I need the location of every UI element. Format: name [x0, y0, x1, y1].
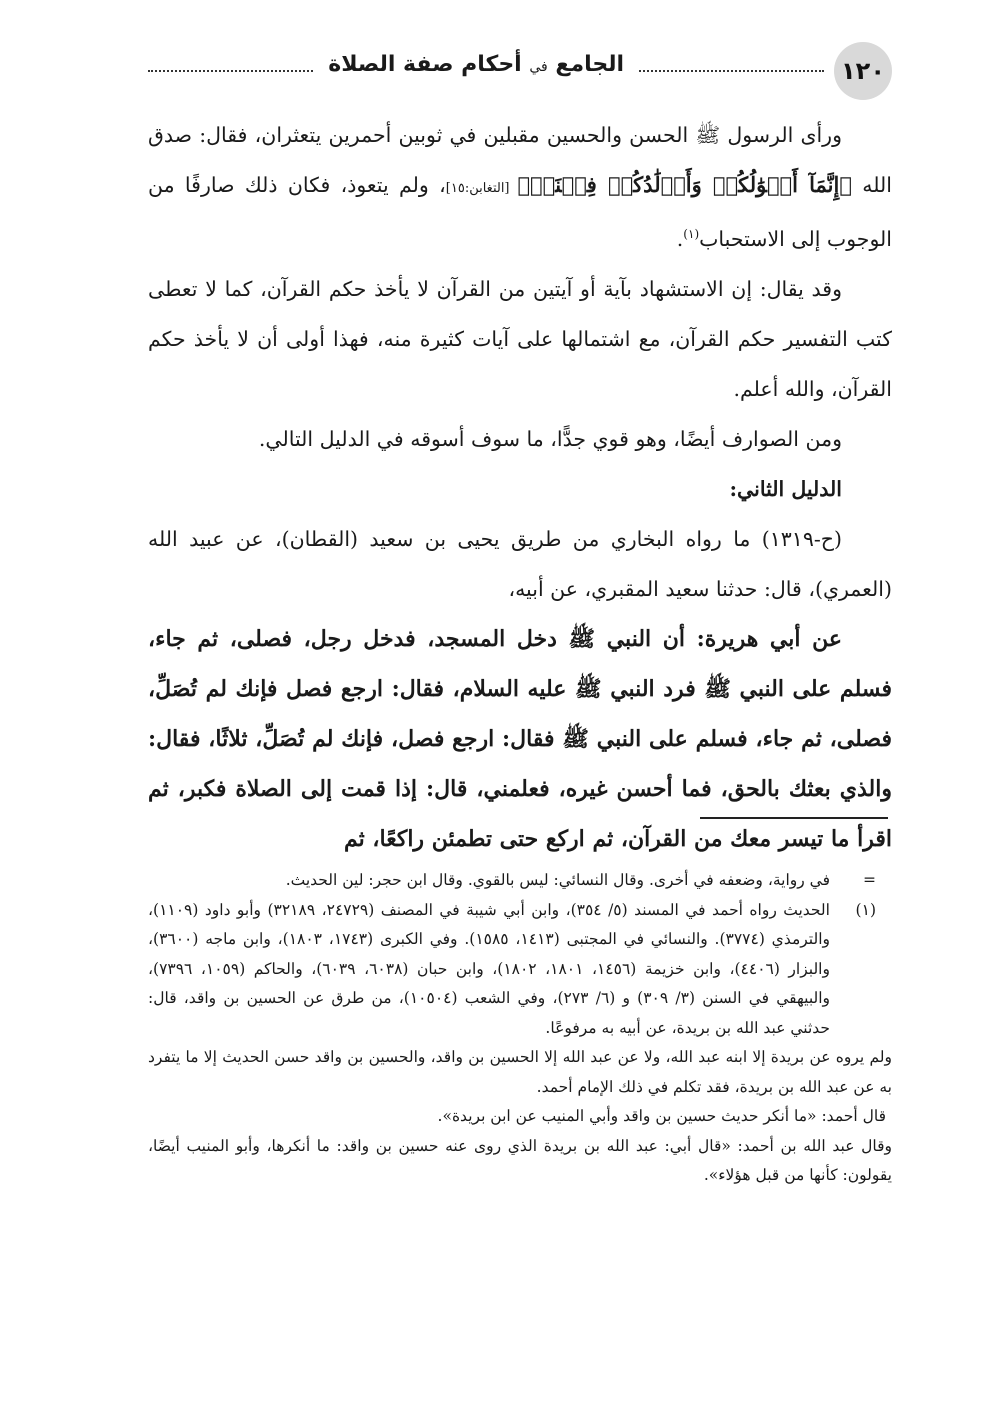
footnote-1-text: الحديث رواه أحمد في المسند (٥/ ٣٥٤)، وابن أبي شيبة في المصنف (٢٤٧٢٩، ٣٢١٨٩) وأبو داود (١١٠٩)، والترمذي (٣٧٧٤). والنسائي في المجتبى (١٤١٣، ١٥٨٥). وفي الكبرى (١٧٤٣، ١٨٠٣)، وابن ماجه (٣٦٠٠)، والبزار (٤٤٠٦)، وابن خزيمة (١٤٥٦، ١٨٠١، ١٨٠٢)، وابن حبان (٦٠٣٨، ٦٠٣٩)، والحاكم (١٠٥٩، ٧٣٩٦)، والبيهقي في السنن (٣/ ٣٠٩) و (٦/ ٢٧٣)، وفي الشعب (١٠٥٠٤)، من طرق عن الحسين بن واقد، قال: حدثني عبد الله بن بريدة، عن أبيه به مرفوعًا. [148, 900, 831, 1037]
footnote-note-2: ولم يروه عن بريدة إلا ابنه عبد الله، ولا عن عبد الله إلا الحسين بن واقد، والحسين بن واقد حسن الحديث إلا ما يتفرد به عن عبد الله بن بريدة، فقد تكلم في ذلك الإمام أحمد. [148, 1048, 892, 1096]
p1-end: . [676, 227, 684, 251]
footnote-1-mark: (١) [855, 900, 876, 919]
footnotes [148, 866, 892, 1191]
hadith-text: عن أبي هريرة: أن النبي ﷺ دخل المسجد، فدخل رجل، فصلى، ثم جاء، فسلم على النبي ﷺ فرد النبي ﷺ عليه السلام، فقال: ارجع فصل فإنك لم تُصَلِّ، فصلى، ثم جاء، فسلم على النبي ﷺ فقال: ارجع فصل، فإنك لم تُصَلِّ، ثلاثًا، فقال: والذي بعثك بالحق، فما أحسن غيره، فعلمني، قال: إذا قمت إلى الصلاة فكبر، ثم اقرأ ما تيسر معك من القرآن، ثم اركع حتى تطمئن راكعًا، ثم [148, 626, 892, 852]
running-title [314, 52, 638, 77]
p1-text-a: ورأى الرسول ﷺ الحسن والحسين مقبلين في ثوبين أحمرين يتعثران، فقال: صدق الله [148, 123, 892, 197]
continuation-text: في رواية، وضعفه في أخرى. وقال النسائي: ليس بالقوي. وقال ابن حجر: لين الحديث. [285, 871, 830, 889]
p1-text-b: ، ولم يتعوذ، فكان ذلك صارفًا من الوجوب إلى الاستحباب [148, 173, 892, 251]
paragraph-3: ومن الصوارف أيضًا، وهو قوي جدًّا، ما سوف أسوقه في الدليل التالي. [258, 427, 842, 451]
title-part-1: الجامع [547, 52, 624, 77]
footnote-note-3: قال أحمد: «ما أنكر حديث حسين بن واقد وأبي المنيب عن ابن بريدة». [437, 1107, 886, 1125]
quran-verse: ﴿إِنَّمَآ أَمۡوَٰلُكُمۡ وَأَوۡلَٰدُكُمۡ فِتۡنَةٞ﴾ [517, 172, 852, 197]
title-fi: في [529, 59, 548, 75]
footnote-note-4: وقال عبد الله بن أحمد: «قال أبي: عبد الله بن بريدة الذي روى عنه حسين بن واقد: ما أنكرها، وأبو المنيب أيضًا، يقولون: كأنها من قبل هؤلاء». [148, 1136, 892, 1184]
continuation-mark: = [863, 871, 876, 889]
title-part-2: أحكام صفة الصلاة [328, 52, 530, 77]
page-number: ١٢٠ [834, 42, 892, 100]
footnote-separator [700, 817, 888, 819]
footnote-continuation [148, 866, 892, 896]
page-header [148, 42, 892, 108]
paragraph-2: وقد يقال: إن الاستشهاد بآية أو آيتين من القرآن لا يأخذ حكم القرآن، كما لا تعطى كتب التفسير حكم القرآن، مع اشتمالها على آيات كثيرة منه، فهذا أولى أن لا يأخذ حكم القرآن، والله أعلم. [148, 277, 892, 401]
surah-reference: [التغابن:١٥] [445, 181, 518, 196]
footnote-1 [148, 896, 892, 1044]
main-text [148, 110, 892, 864]
footnote-marker[interactable]: (١) [683, 227, 700, 242]
paragraph-1 [148, 110, 892, 264]
section-heading: الدليل الثاني: [729, 477, 842, 501]
paragraph-4: (ح-١٣١٩) ما رواه البخاري من طريق يحيى بن سعيد (القطان)، عن عبيد الله (العمري)، قال: حدثنا سعيد المقبري، عن أبيه، [148, 527, 892, 601]
